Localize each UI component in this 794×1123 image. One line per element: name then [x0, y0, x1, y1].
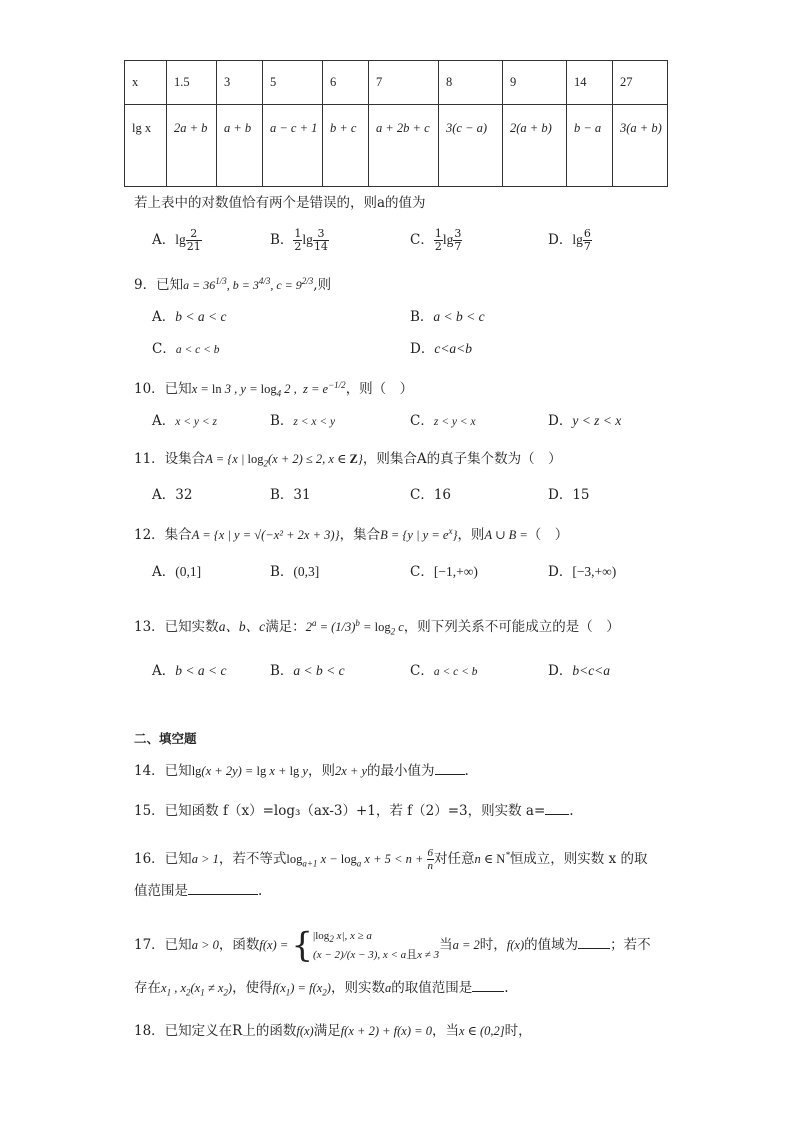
- question-12-stem: 12．集合A = {x | y = √(−x² + 2x + 3)}，集合B = {y | $y = e^x$}，则A ∪ B =（ ）: [134, 526, 569, 544]
- q8-option-a: A．lg $\frac{2}{21}$: [152, 227, 201, 253]
- q9-option-a: A．b < a < c: [152, 309, 227, 325]
- table-cell: 3(c − a): [439, 105, 503, 187]
- table-row: [125, 105, 668, 187]
- table-cell: 3(a + b): [613, 105, 668, 187]
- q8-option-b: B． $\frac{1}{2}$ lg $\frac{3}{14}$: [270, 227, 328, 253]
- question-11-stem: 11．设集合A = {x | $\log_2(x + 2) \le 2$, x ∈ Z}，则集合A的真子集个数为（ ）: [134, 451, 562, 469]
- q13-option-b: B．a < b < c: [270, 663, 345, 679]
- question-9-stem: 9．已知$a = 36^{1/3}$, $b = 3^{4/3}$, $c = 9^{2/3}$,则: [134, 276, 332, 293]
- table-cell: 2a + b: [167, 105, 217, 187]
- q13-option-d: D．b<c<a: [548, 663, 611, 679]
- q12-option-c: C．[−1,+∞): [410, 564, 478, 580]
- question-15: 15．已知函数 f（x）=log₃（ax-3）+1，若 f（2）=3，则实数 a= .: [134, 803, 574, 819]
- answer-blank[interactable]: [545, 802, 569, 815]
- table-cell: 7: [369, 61, 439, 105]
- table-cell: 6: [323, 61, 369, 105]
- table-cell: 9: [503, 61, 567, 105]
- answer-blank[interactable]: [472, 979, 504, 992]
- answer-blank[interactable]: [435, 762, 465, 775]
- answer-blank[interactable]: [188, 882, 258, 895]
- q9-option-b: B．a < b < c: [410, 309, 485, 325]
- q12-option-b: B．(0,3]: [270, 564, 320, 580]
- q12-option-a: A．(0,1]: [152, 564, 202, 580]
- q10-option-b: B．z < x < y: [270, 413, 336, 429]
- question-16-line-2: 值范围是 .: [134, 883, 263, 899]
- table-cell: 5: [263, 61, 323, 105]
- q10-option-c: C．z < y < x: [410, 413, 476, 429]
- log-value-table: [124, 60, 668, 187]
- q11-option-c: C．16: [410, 487, 452, 503]
- question-14: 14．已知lg(x + 2y) = lg x + lg y，则2x + y的最小值为 .: [134, 763, 469, 779]
- table-cell: b − a: [567, 105, 613, 187]
- table-cell: b + c: [323, 105, 369, 187]
- q9-option-d: D．c<a<b: [410, 341, 473, 357]
- table-cell: x: [125, 61, 167, 105]
- q13-option-a: A．b < a < c: [152, 663, 227, 679]
- table-cell: lg x: [125, 105, 167, 187]
- q9-option-c: C．a < c < b: [152, 341, 220, 357]
- section-heading-fill-in: 二、填空题: [134, 731, 197, 746]
- table-cell: 2(a + b): [503, 105, 567, 187]
- answer-blank[interactable]: [578, 936, 610, 949]
- table-cell: 3: [217, 61, 263, 105]
- question-8-stem: 若上表中的对数值恰有两个是错误的，则a的值为: [134, 195, 426, 211]
- q11-option-a: A．32: [152, 487, 193, 503]
- q10-option-d: D．y < z < x: [548, 413, 622, 429]
- table-cell: a + b: [217, 105, 263, 187]
- question-17-line-1: 17．已知a > 0，函数f(x) = { $|\log_2$ x|, x ≥ a (x − 2)/(x − 3), x < a且x ≠ 3 当a = 2时，f(x)的值域为 ；若不: [134, 925, 651, 966]
- table-row: [125, 61, 668, 105]
- q11-option-b: B．31: [270, 487, 311, 503]
- table-cell: a − c + 1: [263, 105, 323, 187]
- table-cell: 8: [439, 61, 503, 105]
- q8-option-c: C． $\frac{1}{2}$ lg $\frac{3}{7}$: [410, 227, 462, 253]
- q8-option-d: D．lg $\frac{6}{7}$: [548, 227, 591, 253]
- question-17-line-2: 存在$x_1$ , $x_2(x_1 \ne x_2)$，使得$f(x_1) = f(x_2)$，则实数a的取值范围是 .: [134, 980, 509, 998]
- q10-option-a: A．x < y < z: [152, 413, 217, 429]
- question-16-line-1: 16．已知a > 1，若不等式$\log_{a+1} x - \log_a x + 5 < n$ + $\frac{6}{n}$ 对任意n ∈ N*恒成立，则实数 x 的取: [134, 847, 648, 873]
- question-18: 18．已知定义在R上的函数f(x)满足f(x + 2) + f(x) = 0，当x ∈ (0,2]时，: [134, 1023, 532, 1039]
- question-13-stem: 13．已知实数a、b、c满足：$2^a = (1/3)^b = \log_2 c$，则下列关系不可能成立的是（ ）: [134, 618, 620, 637]
- table-cell: 1.5: [167, 61, 217, 105]
- q11-option-d: D．15: [548, 487, 590, 503]
- q12-option-d: D．[−3,+∞): [548, 564, 617, 580]
- table-cell: 27: [613, 61, 668, 105]
- table-cell: a + 2b + c: [369, 105, 439, 187]
- question-10-stem: 10．已知x = ln 3 , $y = \log_4 2$ , $z = e^{-1/2}$，则（ ）: [134, 380, 414, 399]
- q13-option-c: C．a < c < b: [410, 663, 478, 679]
- table-cell: 14: [567, 61, 613, 105]
